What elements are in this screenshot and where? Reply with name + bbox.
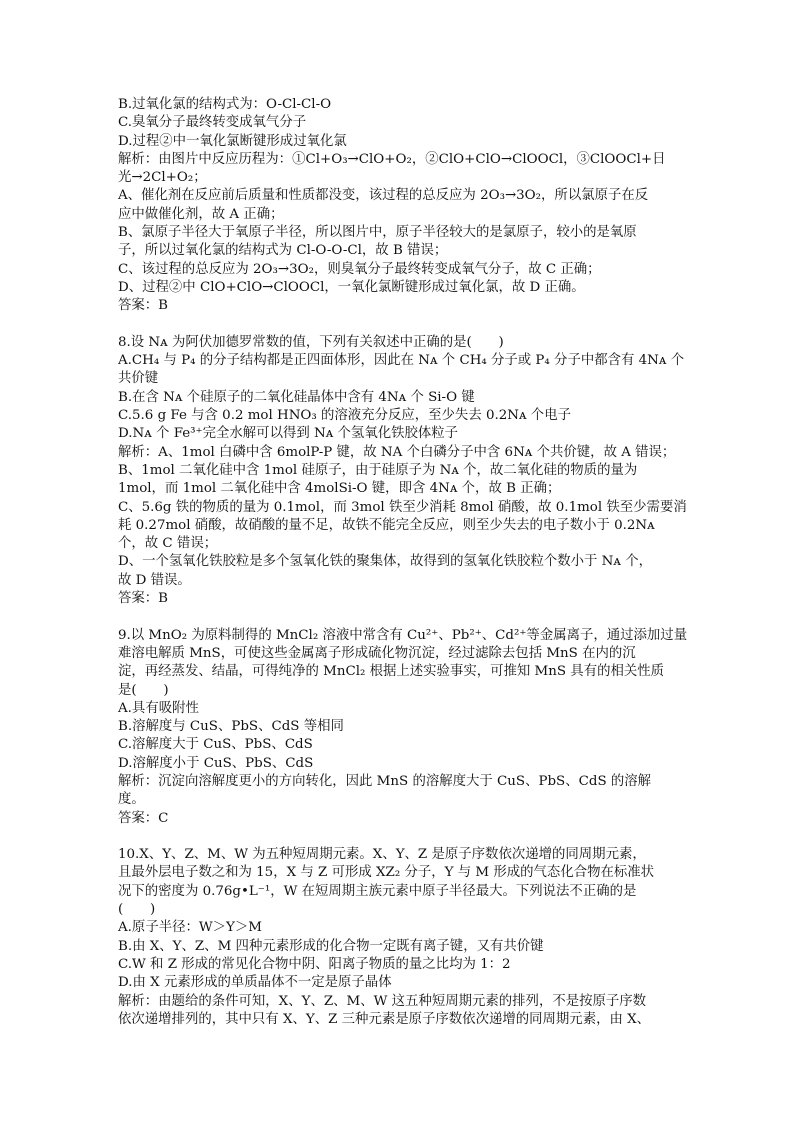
option-c: C.臭氧分子最终转变成氧气分子 xyxy=(118,115,307,131)
option-c: C.溶解度大于 CuS、PbS、CdS xyxy=(118,737,313,753)
analysis-line: B、氯原子半径大于氧原子半径，所以图片中，原子半径较大的是氯原子，较小的是氧原 xyxy=(118,225,637,241)
answer-line: 答案：B xyxy=(118,591,169,607)
option-d: D.溶解度小于 CuS、PbS、CdS xyxy=(118,755,314,771)
spacer xyxy=(118,316,678,334)
analysis-line: 故 D 错误。 xyxy=(118,572,191,588)
question-stem: 淀，再经蒸发、结晶，可得纯净的 MnCl₂ 根据上述实验事实，可推知 MnS 具有的相关性质 xyxy=(118,664,665,680)
option-d: D.过程②中一氧化氯断键形成过氧化氯 xyxy=(118,133,347,149)
question-9 xyxy=(118,627,688,828)
analysis-line: 解析：由题给的条件可知，X、Y、Z、M、W 这五种短周期元素的排列，不是按原子序数 xyxy=(118,993,647,1009)
option-a: A.具有吸附性 xyxy=(118,700,199,716)
analysis-line: 子，所以过氧化氯的结构式为 Cl-O-O-Cl，故 B 错误； xyxy=(118,243,448,259)
analysis-line: C、5.6g 铁的物质的量为 0.1mol，而 3mol 铁至少消耗 8mol 硝酸，故 0.1mol 铁至少需要消 xyxy=(118,499,687,515)
analysis-line: 应中做催化剂，故 A 正确； xyxy=(118,206,284,222)
analysis-line: 依次递增排列的，其中只有 X、Y、Z 三种元素是原子序数依次递增的同周期元素，由 X、 xyxy=(118,1011,651,1027)
option-b: B.溶解度与 CuS、PbS、CdS 等相同 xyxy=(118,719,344,735)
option-d: D.由 X 元素形成的单质晶体不一定是原子晶体 xyxy=(118,975,392,991)
analysis-line: 个，故 C 错误； xyxy=(118,536,218,552)
answer-line: 答案：C xyxy=(118,810,169,826)
analysis-line: 光→2Cl+O₂； xyxy=(118,170,207,186)
option-a: A.CH₄ 与 P₄ 的分子结构都是正四面体形，因此在 Nᴀ 个 CH₄ 分子或 P₄ 分子中都含有 4Nᴀ 个 xyxy=(118,353,685,369)
analysis-line: 耗 0.27mol 硝酸，故硝酸的量不足，故铁不能完全反应，则至少失去的电子数小于 0.2Nᴀ xyxy=(118,517,655,533)
question-stem: 且最外层电子数之和为 15，X 与 Z 可形成 XZ₂ 分子，Y 与 M 形成的气态化合物在标准状 xyxy=(118,865,655,881)
question-stem: 9.以 MnO₂ 为原料制得的 MnCl₂ 溶液中常含有 Cu²⁺、Pb²⁺、Cd²⁺等金属离子，通过添加过量 xyxy=(118,627,688,643)
option-a: 共价键 xyxy=(118,371,159,387)
analysis-line: B、1mol 二氧化硅中含 1mol 硅原子，由于硅原子为 Nᴀ 个，故二氧化硅的物质的量为 xyxy=(118,462,638,478)
option-c: C.5.6 g Fe 与含 0.2 mol HNO₃ 的溶液充分反应，至少失去 0.2Nᴀ 个电子 xyxy=(118,408,571,424)
question-8 xyxy=(118,334,687,608)
spacer xyxy=(118,828,678,846)
option-c: C.W 和 Z 形成的常见化合物中阴、阳离子物质的量之比均为 1：2 xyxy=(118,956,511,972)
analysis-line: 解析：沉淀向溶解度更小的方向转化，因此 MnS 的溶解度大于 CuS、PbS、CdS 的溶解 xyxy=(118,773,652,789)
answer-line: 答案：B xyxy=(118,298,169,314)
analysis-line: C、该过程的总反应为 2O₃→3O₂，则臭氧分子最终转变成氧气分子，故 C 正确； xyxy=(118,261,601,277)
analysis-line: 1mol，而 1mol 二氧化硅中含 4molSi-O 键，即含 4Nᴀ 个，故 B 正确； xyxy=(118,481,561,497)
question-stem: 难溶电解质 MnS，可使这些金属离子形成硫化物沉淀，经过滤除去包括 MnS 在内的沉 xyxy=(118,645,636,661)
document-page xyxy=(118,96,688,1029)
option-a: A.原子半径：W＞Y＞M xyxy=(118,920,262,936)
question-stem: 8.设 Nᴀ 为阿伏加德罗常数的值，下列有关叙述中正确的是( ) xyxy=(118,334,504,350)
analysis-line: D、过程②中 ClO+ClO→ClOOCl，一氧化氯断键形成过氧化氯，故 D 正确。 xyxy=(118,279,585,295)
question-7-continuation xyxy=(118,96,678,316)
analysis-line: 度。 xyxy=(118,792,145,808)
option-d: D.Nᴀ 个 Fe³⁺完全水解可以得到 Nᴀ 个氢氧化铁胶体粒子 xyxy=(118,426,459,442)
analysis-line: D、一个氢氧化铁胶粒是多个氢氧化铁的聚集体，故得到的氢氧化铁胶粒个数小于 Nᴀ 个， xyxy=(118,554,652,570)
analysis-line: A、催化剂在反应前后质量和性质都没变，该过程的总反应为 2O₃→3O₂，所以氯原子在反 xyxy=(118,188,649,204)
analysis-line: 解析：由图片中反应历程为：①Cl+O₃→ClO+O₂，②ClO+ClO→ClOOCl，③ClOOCl+日 xyxy=(118,151,666,167)
question-stem: 是( ) xyxy=(118,682,169,698)
option-b: B.由 X、Y、Z、M 四种元素形成的化合物一定既有离子键，又有共价键 xyxy=(118,938,544,954)
question-10 xyxy=(118,846,678,1029)
option-b: B.过氧化氯的结构式为：O-Cl-Cl-O xyxy=(118,97,332,112)
question-stem: ( ) xyxy=(118,902,156,918)
question-stem: 况下的密度为 0.76g•L⁻¹，W 在短周期主族元素中原子半径最大。下列说法不正确的是 xyxy=(118,883,637,899)
option-b: B.在含 Nᴀ 个硅原子的二氧化硅晶体中含有 4Nᴀ 个 Si-O 键 xyxy=(118,389,475,405)
question-stem: 10.X、Y、Z、M、W 为五种短周期元素。X、Y、Z 是原子序数依次递增的同周期元素， xyxy=(118,847,646,863)
spacer xyxy=(118,608,678,626)
analysis-line: 解析：A、1mol 白磷中含 6molP-P 键，故 NA 个白磷分子中含 6Nᴀ 个共价键，故 A 错误； xyxy=(118,444,676,460)
